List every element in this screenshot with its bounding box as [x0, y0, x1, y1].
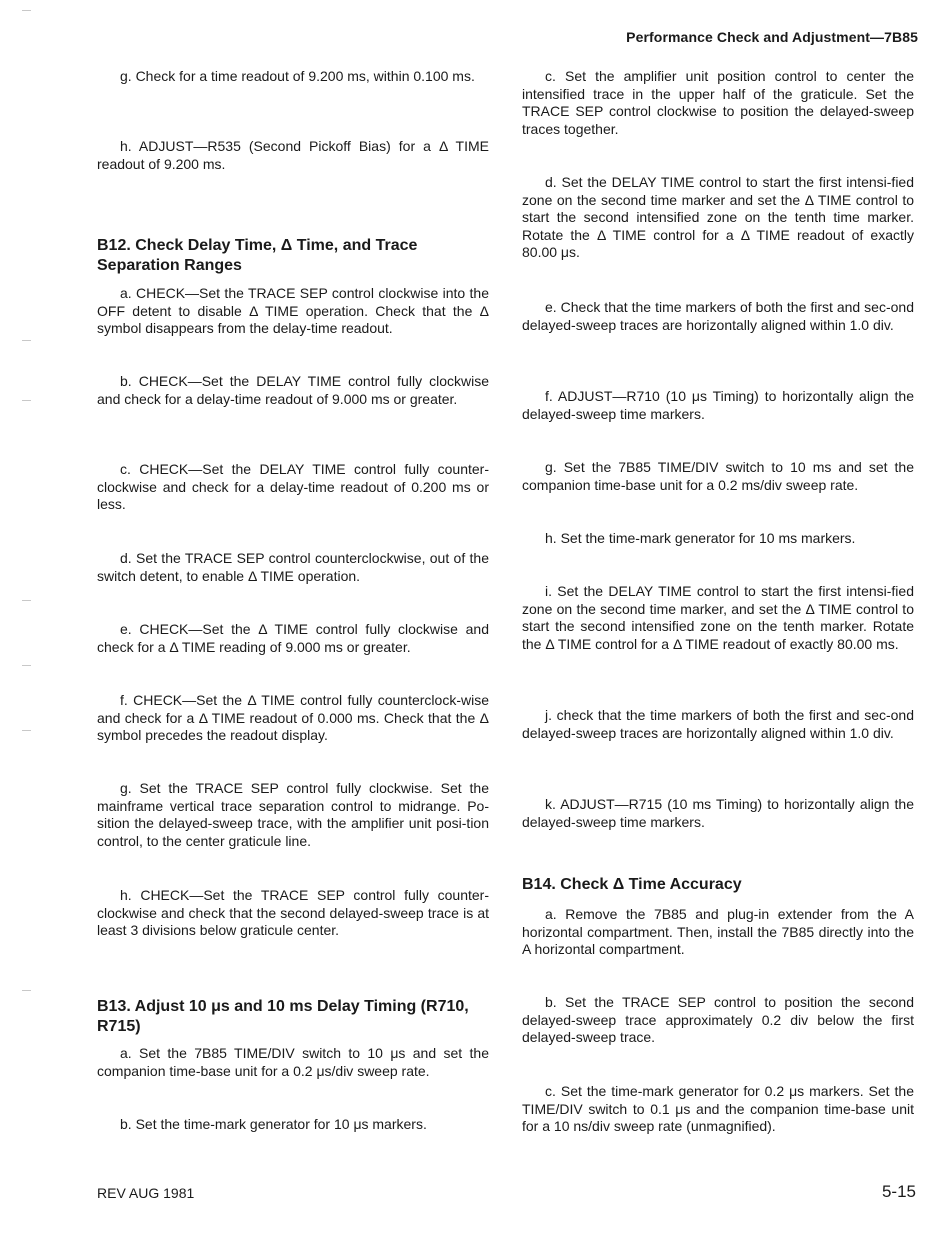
step-b13-f: f. ADJUST—R710 (10 μs Timing) to horizontally align the delayed-sweep time markers.	[522, 388, 914, 422]
scan-mark	[22, 340, 31, 341]
step-b13-k: k. ADJUST—R715 (10 ms Timing) to horizontally align the delayed-sweep time markers.	[522, 796, 914, 830]
step-b13-d: d. Set the DELAY TIME control to start the first intensi-fied zone on the second time marker and set the Δ TIME control to start the second intensified zone on the tenth time marker. Rotate the Δ TIME control for a Δ TIME readout of exactly 80.00 μs.	[522, 174, 914, 260]
section-heading-b12: B12. Check Delay Time, Δ Time, and Trace Separation Ranges	[97, 237, 418, 274]
scan-mark	[22, 665, 31, 666]
step-b12-e: e. CHECK—Set the Δ TIME control fully clockwise and check for a Δ TIME reading of 9.000 ms or greater.	[97, 621, 489, 655]
scan-mark	[22, 600, 31, 601]
step-b13-j: j. check that the time markers of both the first and sec-ond delayed-sweep traces are horizontally aligned within 1.0 div.	[522, 707, 914, 741]
step-b14-a: a. Remove the 7B85 and plug-in extender from the A horizontal compartment. Then, install the 7B85 directly into the A horizontal compartment.	[522, 906, 914, 957]
step-b12-a: a. CHECK—Set the TRACE SEP control clockwise into the OFF detent to disable Δ TIME operation. Check that the Δ symbol disappears from the delay-time readout.	[97, 285, 489, 336]
step-h-adjust-r535: h. ADJUST—R535 (Second Pickoff Bias) for a Δ TIME readout of 9.200 ms.	[97, 138, 489, 172]
step-b12-b: b. CHECK—Set the DELAY TIME control fully clockwise and check for a delay-time readout of 9.000 ms or greater.	[97, 373, 489, 407]
step-g-time-readout: g. Check for a time readout of 9.200 ms, within 0.100 ms.	[120, 68, 475, 84]
step-b13-i: i. Set the DELAY TIME control to start the first intensi-fied zone on the second time marker, and set the Δ TIME control to start the second intensified zone on the tenth marker. Rotate the Δ TIME control for a Δ TIME readout of exactly 80.00 ms.	[522, 583, 914, 652]
step-b13-h: h. Set the time-mark generator for 10 ms markers.	[545, 530, 856, 546]
section-heading-b13: B13. Adjust 10 μs and 10 ms Delay Timing (R710, R715)	[97, 998, 469, 1035]
step-b12-d: d. Set the TRACE SEP control counterclockwise, out of the switch detent, to enable Δ TIME operation.	[97, 550, 489, 584]
scan-mark	[22, 400, 31, 401]
revision-date: REV AUG 1981	[97, 1185, 195, 1201]
step-b12-g: g. Set the TRACE SEP control fully clockwise. Set the mainframe vertical trace separation control to midrange. Po-sition the delayed-sweep trace, with the amplifier unit posi-tion control, to the center graticule line.	[97, 780, 489, 849]
scan-margin-marks	[22, 0, 36, 1241]
step-b13-g: g. Set the 7B85 TIME/DIV switch to 10 ms and set the companion time-base unit for a 0.2 ms/div sweep rate.	[522, 459, 914, 493]
step-b13-b: b. Set the time-mark generator for 10 μs markers.	[120, 1116, 427, 1132]
step-b13-e: e. Check that the time markers of both the first and sec-ond delayed-sweep traces are horizontally aligned within 1.0 div.	[522, 299, 914, 333]
section-heading-b14: B14. Check Δ Time Accuracy	[522, 876, 742, 893]
scan-mark	[22, 730, 31, 731]
step-b13-a: a. Set the 7B85 TIME/DIV switch to 10 μs and set the companion time-base unit for a 0.2 μs/div sweep rate.	[97, 1045, 489, 1079]
step-b12-c: c. CHECK—Set the DELAY TIME control fully counter-clockwise and check for a delay-time readout of 0.200 ms or less.	[97, 461, 489, 512]
step-b12-f: f. CHECK—Set the Δ TIME control fully counterclock-wise and check for a Δ TIME readout of 0.000 ms. Check that the Δ symbol precedes the readout display.	[97, 692, 489, 743]
scan-mark	[22, 990, 31, 991]
step-b14-c: c. Set the time-mark generator for 0.2 μs markers. Set the TIME/DIV switch to 0.1 μs and the companion time-base unit for a 10 ns/div sweep rate (unmagnified).	[522, 1083, 914, 1134]
step-b12-h: h. CHECK—Set the TRACE SEP control fully counter-clockwise and check that the second delayed-sweep trace is at least 3 divisions below graticule center.	[97, 887, 489, 938]
page-header-title: Performance Check and Adjustment—7B85	[626, 29, 918, 45]
scan-mark	[22, 10, 31, 11]
step-b14-b: b. Set the TRACE SEP control to position the second delayed-sweep trace approximately 0.2 div below the first delayed-sweep trace.	[522, 994, 914, 1045]
step-b13-c: c. Set the amplifier unit position control to center the intensified trace in the upper half of the graticule. Set the TRACE SEP control clockwise to position the delayed-sweep traces together.	[522, 68, 914, 137]
page-number: 5-15	[881, 1182, 916, 1201]
